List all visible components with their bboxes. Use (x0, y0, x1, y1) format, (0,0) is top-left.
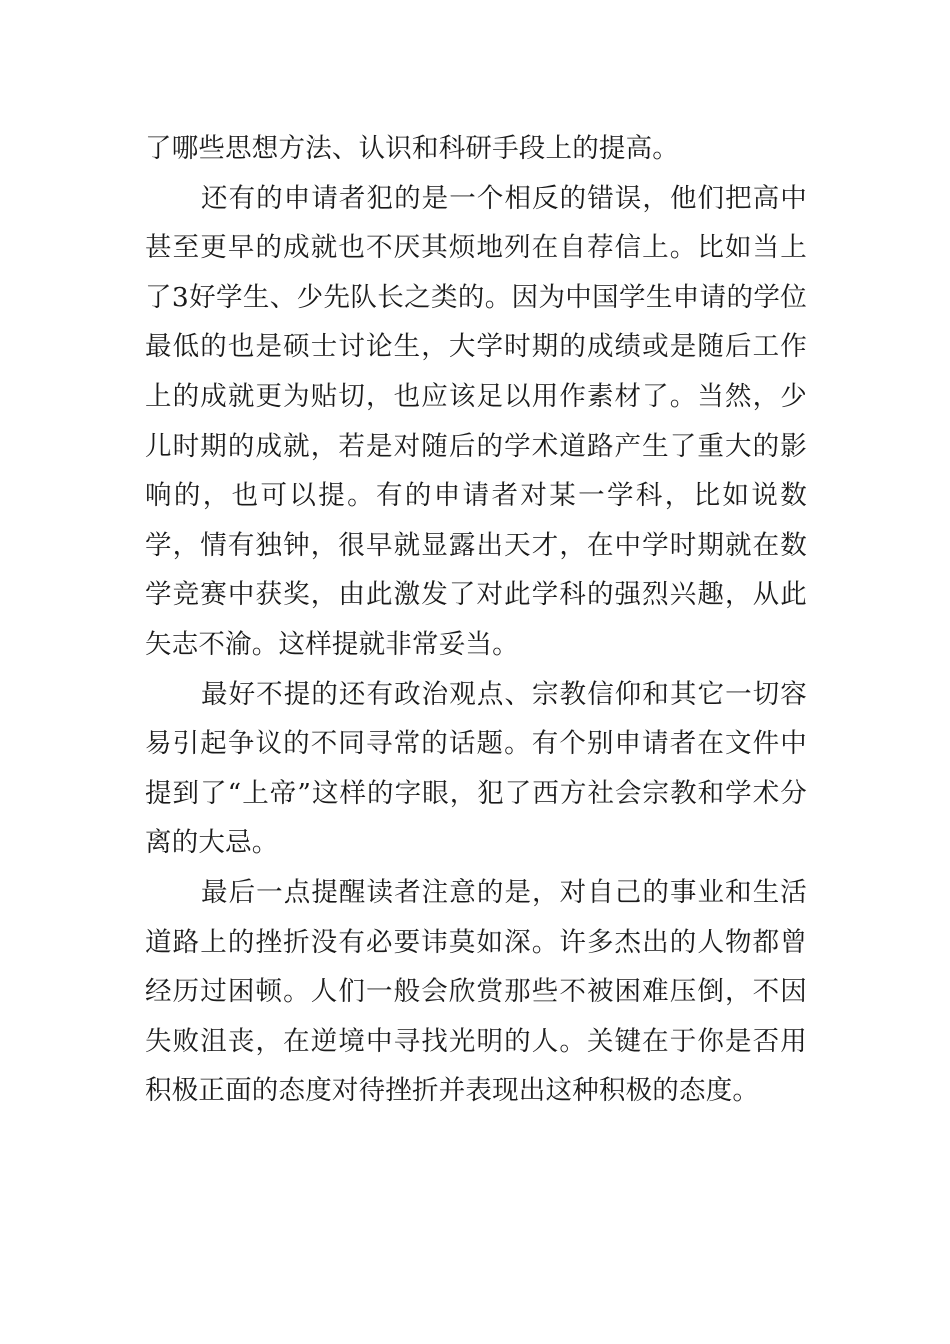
paragraph-continued: 了哪些思想方法、认识和科研手段上的提高。 (145, 133, 679, 164)
paragraph-setbacks: 最后一点提醒读者注意的是，对自己的事业和生活道路上的挫折没有必要讳莫如深。许多杰出的人物都曾经历过困顿。人们一般会欣赏那些不被困难压倒，不因失败沮丧，在逆境中寻找光明的人。关键在于你是否用积极正面的态度对待挫折并表现出这种积极的态度。 (145, 876, 807, 1107)
paragraph-early-achievements: 还有的申请者犯的是一个相反的错误，他们把高中甚至更早的成就也不厌其烦地列在自荐信上。比如当上了3好学生、少先队长之类的。因为中国学生申请的学位最低的也是硕士讨论生，大学时期的成绩或是随后工作上的成就更为贴切，也应该足以用作素材了。当然，少儿时期的成就，若是对随后的学术道路产生了重大的影响的，也可以提。有的申请者对某一学科，比如说数学，情有独钟，很早就显露出天才，在中学时期就在数学竞赛中获奖，由此激发了对此学科的强烈兴趣，从此矢志不渝。这样提就非常妥当。 (145, 182, 807, 660)
paragraph-controversial-topics: 最好不提的还有政治观点、宗教信仰和其它一切容易引起争议的不同寻常的话题。有个别申请者在文件中提到了“上帝”这样的字眼，犯了西方社会宗教和学术分离的大忌。 (145, 678, 807, 859)
document-body (145, 124, 807, 1116)
